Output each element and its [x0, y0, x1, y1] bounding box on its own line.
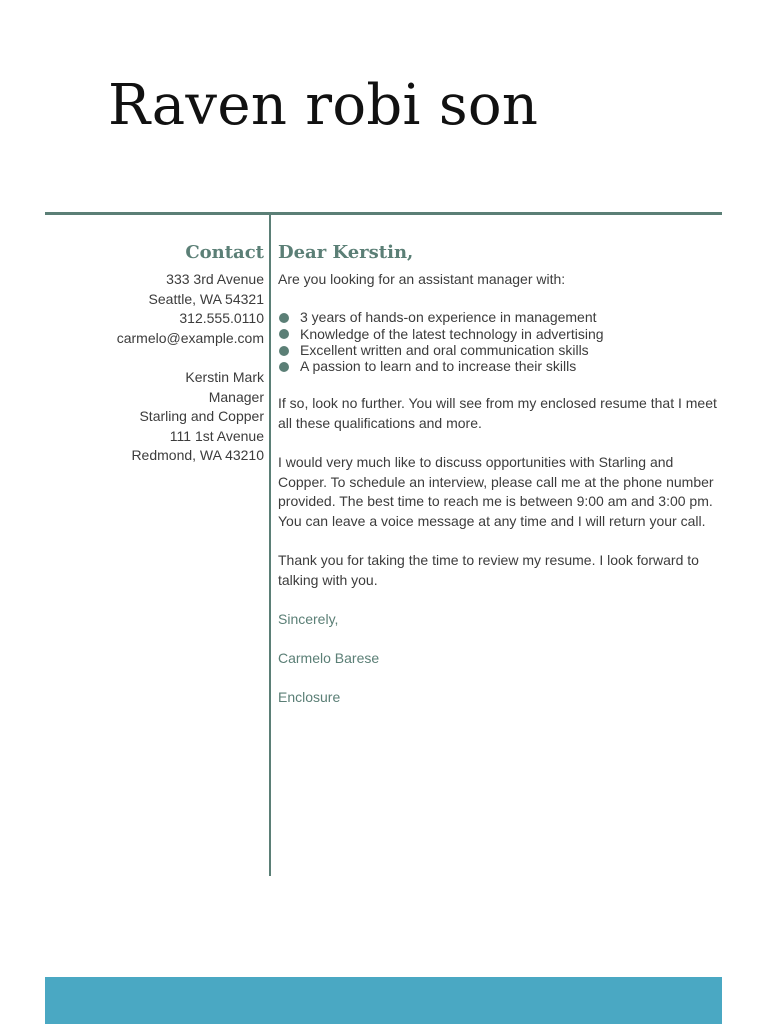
closing: Sincerely,	[278, 610, 339, 627]
contact-heading: Contact	[185, 242, 264, 263]
contact-column	[60, 240, 264, 466]
signature: Carmelo Barese	[278, 650, 380, 667]
paragraph-3: Thank you for taking the time to review my resume. I look forward to talking with you.	[278, 552, 699, 588]
sender-phone: 312.555.0110	[179, 310, 264, 327]
list-item	[278, 358, 722, 374]
intro-text: Are you looking for an assistant manager with:	[278, 271, 566, 287]
bullet-icon	[279, 313, 289, 323]
bullet-icon	[279, 346, 289, 356]
qualifications-list	[278, 309, 722, 375]
recipient-address-line1: 111 1st Avenue	[169, 427, 264, 444]
author-name: Raven robi son	[108, 73, 539, 138]
column-divider	[269, 215, 271, 876]
list-item-text: 3 years of hands-on experience in management	[300, 309, 597, 326]
paragraph-2: I would very much like to discuss opportunities with Starling and Copper. To schedule an interview, please call me at the phone number provided. The best time to reach me is between 9:00 am and 3:00 pm. You can leave a voice message at any time and I will return your call.	[278, 454, 714, 529]
recipient-company: Starling and Copper	[139, 408, 264, 425]
list-item-text: A passion to learn and to increase their skills	[300, 358, 577, 375]
list-item-text: Excellent written and oral communication skills	[300, 342, 589, 358]
sender-email: carmelo@example.com	[116, 329, 264, 346]
bullet-icon	[279, 362, 289, 372]
list-item	[278, 309, 722, 325]
enclosure: Enclosure	[278, 689, 341, 706]
list-item	[278, 326, 722, 342]
header-divider	[45, 212, 722, 215]
footer-bar	[45, 977, 722, 1024]
recipient-address-line2: Redmond, WA 43210	[131, 447, 264, 464]
spacer	[60, 348, 264, 368]
recipient-title: Manager	[208, 388, 264, 405]
salutation: Dear Kerstin,	[278, 242, 414, 263]
list-item	[278, 342, 722, 358]
bullet-icon	[279, 329, 289, 339]
recipient-name: Kerstin Mark	[185, 368, 264, 385]
sender-address-line2: Seattle, WA 54321	[148, 290, 264, 307]
letter-body	[278, 240, 722, 708]
list-item-text: Knowledge of the latest technology in advertising	[300, 325, 604, 342]
paragraph-1: If so, look no further. You will see from my enclosed resume that I meet all these qualifications and more.	[278, 395, 717, 431]
sender-address-line1: 333 3rd Avenue	[166, 271, 264, 287]
